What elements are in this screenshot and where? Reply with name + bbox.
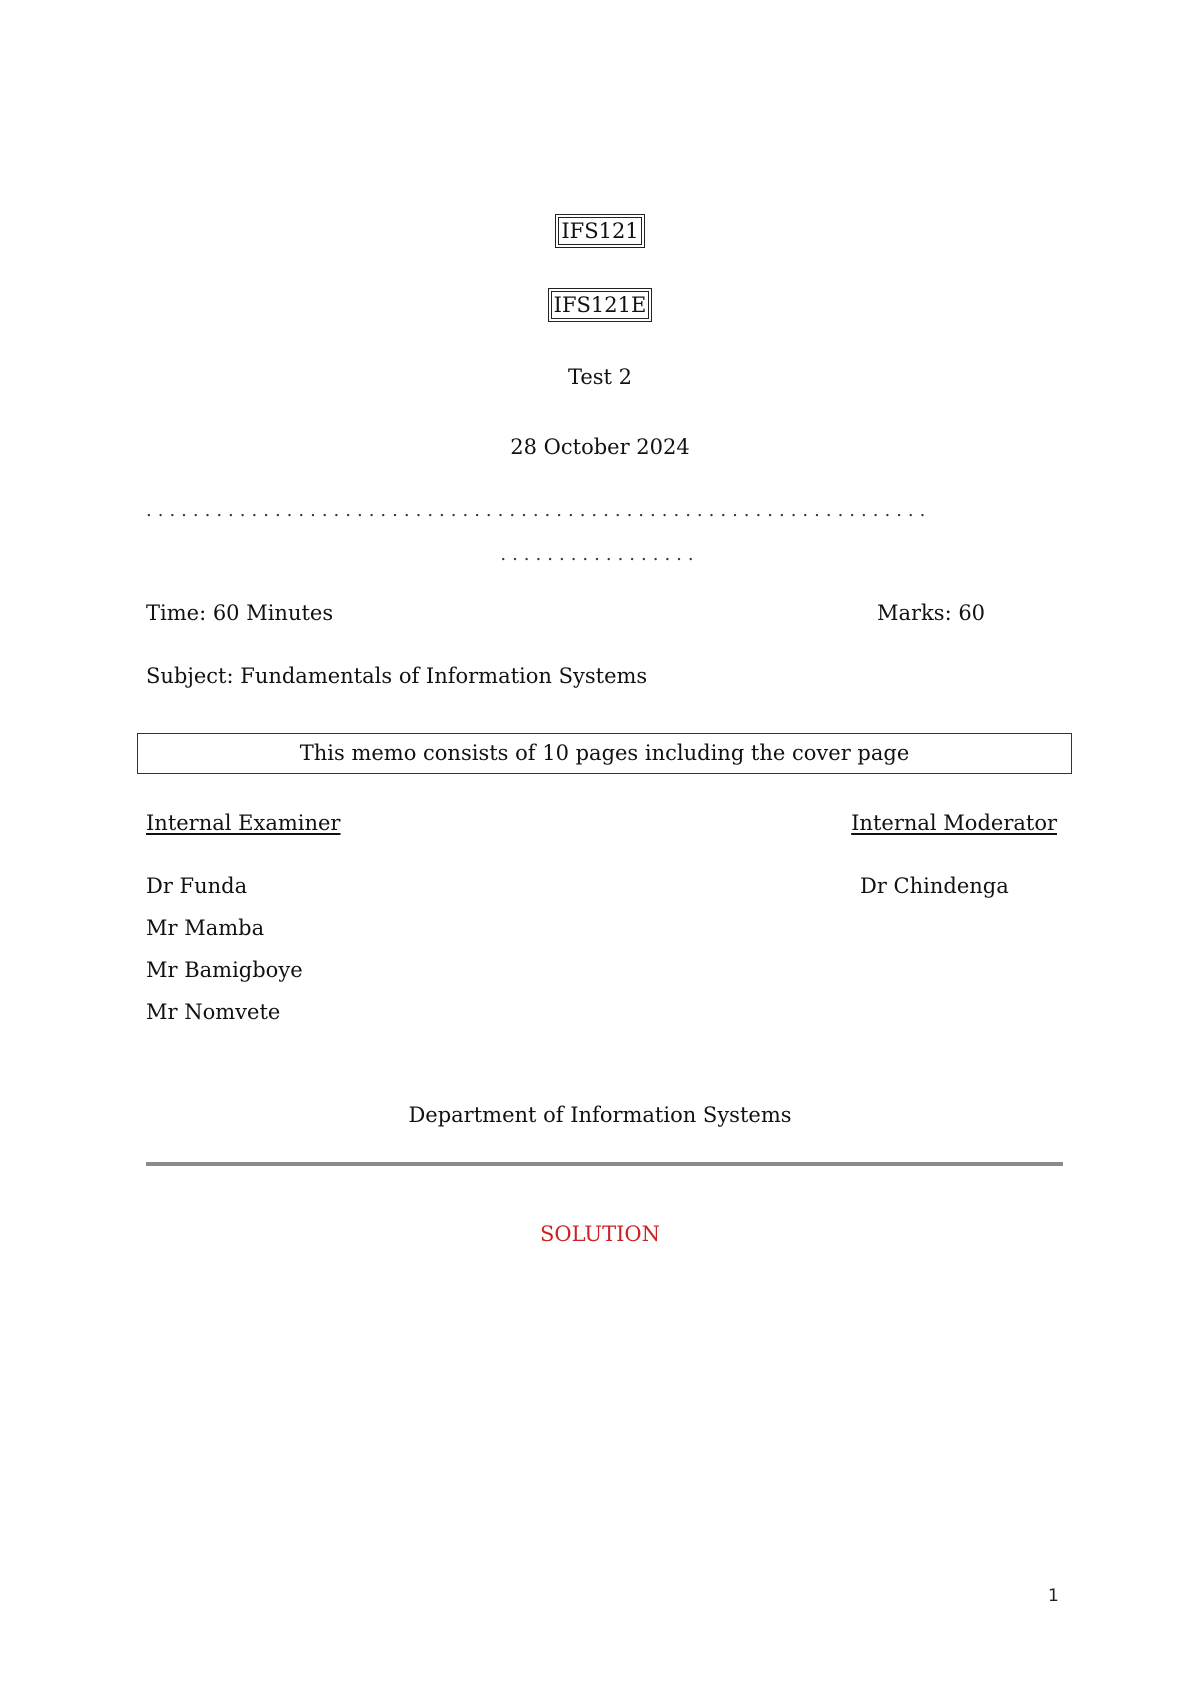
solution-label: SOLUTION (540, 1222, 660, 1246)
page-number: 1 (1048, 1586, 1059, 1606)
examiner-name: Dr Funda (146, 874, 248, 898)
test-name: Test 2 (567, 365, 633, 389)
internal-examiner-heading: Internal Examiner (146, 811, 341, 835)
department-name: Department of Information Systems (408, 1103, 792, 1127)
course-code-1: IFS121 (0, 217, 1200, 245)
memo-notice-box: This memo consists of 10 pages including the cover page (137, 733, 1072, 774)
total-marks: Marks: 60 (877, 601, 986, 625)
dotted-separator-line-2: ................. (500, 544, 700, 565)
internal-moderator-heading: Internal Moderator (851, 811, 1057, 835)
subject-line: Subject: Fundamentals of Information Systems (146, 664, 648, 688)
moderator-name: Dr Chindenga (860, 874, 1009, 898)
horizontal-rule (146, 1162, 1063, 1166)
examiner-name: Mr Mamba (146, 916, 265, 940)
time-allowed: Time: 60 Minutes (146, 601, 334, 625)
course-code-2: IFS121E (0, 291, 1200, 319)
examiner-name: Mr Bamigboye (146, 958, 303, 982)
examiner-name: Mr Nomvete (146, 1000, 281, 1024)
test-date: 28 October 2024 (510, 435, 690, 459)
dotted-separator-line-1: ................................................................... (146, 500, 932, 521)
